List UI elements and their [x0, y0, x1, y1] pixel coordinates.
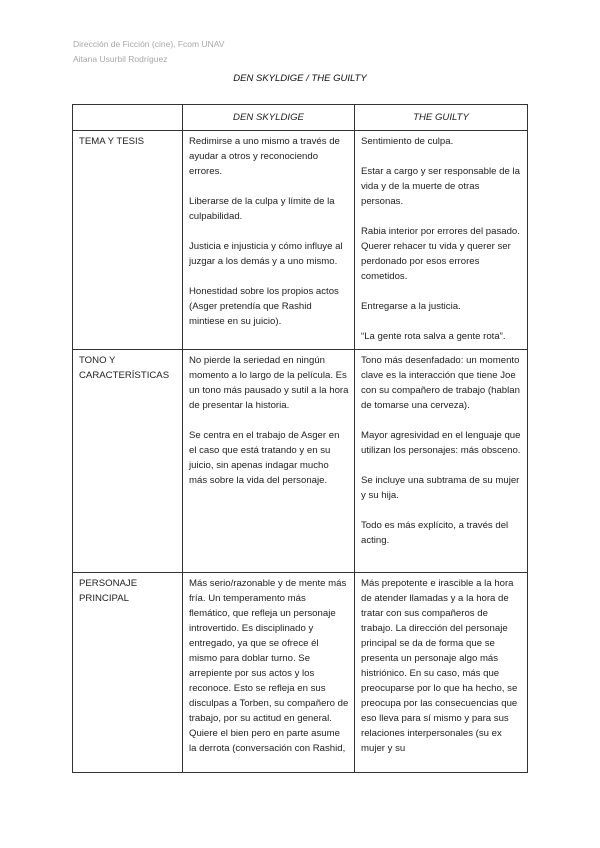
header-author: Aitana Usurbil Rodríguez	[73, 54, 168, 64]
cell-paragraph: Honestidad sobre los propios actos (Asger pretendía que Rashid mintiese en su juicio).	[189, 286, 339, 327]
header-course: Dirección de Ficción (cine), Fcom UNAV	[73, 39, 225, 49]
cell-paragraph: No pierde la seriedad en ningún momento a lo largo de la película. Es un tono más pausado y sutil a la hora de presentar la historia.	[189, 355, 349, 411]
cell-paragraph: Se incluye una subtrama de su mujer y su hija.	[361, 475, 520, 501]
row-label: PERSONAJE PRINCIPAL	[73, 573, 183, 773]
cell-den-skyldige	[183, 131, 355, 350]
cell-the-guilty	[355, 573, 528, 773]
cell-paragraph: Todo es más explícito, a través del acting.	[361, 520, 509, 546]
cell-paragraph: Más serio/razonable y de mente más fría. Un temperamento más flemático, que refleja un personaje introvertido. Es disciplinado y entregado, ya que se ofrece él mismo para doblar turno. Se arrepiente por sus actos y los reconoce. Esto se refleja en sus disculpas a Torben, su compañero de trabajo, por su actitud en general. Quiere el bien pero en parte asume la derrota (conversación con Rashid,	[189, 578, 349, 754]
cell-paragraph: Rabia interior por errores del pasado. Querer rehacer tu vida y querer ser perdonado por esos errores cometidos.	[361, 226, 520, 282]
header-the-guilty: THE GUILTY	[355, 105, 528, 131]
row-label: TONO Y CARACTERÍSTICAS	[73, 350, 183, 573]
cell-paragraph: Más prepotente e irascible a la hora de atender llamadas y a la hora de tratar con sus compañeros de trabajo. La dirección del personaje principal se da de forma que se presenta un personaje algo más histriónico. En su caso, más que preocuparse por lo que ha hecho, se preocupa por las consecuencias que eso lleva para sí mismo y para sus relaciones interpersonales (su ex mujer y su	[361, 578, 518, 754]
table-row-personaje	[73, 573, 528, 773]
header-empty-cell	[73, 105, 183, 131]
cell-paragraph: “La gente rota salva a gente rota”.	[361, 331, 506, 342]
document-header	[73, 37, 224, 67]
header-den-skyldige: DEN SKYLDIGE	[183, 105, 355, 131]
table-row-tono	[73, 350, 528, 573]
cell-den-skyldige	[183, 350, 355, 573]
cell-paragraph: Justicia e injusticia y cómo influye al juzgar a los demás y a uno mismo.	[189, 241, 343, 267]
table-header-row	[73, 105, 528, 131]
comparison-table	[72, 104, 528, 773]
cell-paragraph: Estar a cargo y ser responsable de la vida y de la muerte de otras personas.	[361, 166, 520, 207]
row-label: TEMA Y TESIS	[73, 131, 183, 350]
cell-paragraph: Redimirse a uno mismo a través de ayudar a otros y reconociendo errores.	[189, 136, 340, 177]
cell-the-guilty	[355, 131, 528, 350]
table-row-tema	[73, 131, 528, 350]
cell-the-guilty	[355, 350, 528, 573]
cell-paragraph: Tono más desenfadado: un momento clave es la interacción que tiene Joe con su compañero de trabajo (hablan de tomarse una cerveza).	[361, 355, 520, 411]
cell-den-skyldige	[183, 573, 355, 773]
cell-paragraph: Se centra en el trabajo de Asger en el caso que está tratando y en su juicio, sin apenas indagar mucho más sobre la vida del personaje.	[189, 430, 340, 486]
cell-paragraph: Entregarse a la justicia.	[361, 301, 461, 312]
document-title: DEN SKYLDIGE / THE GUILTY	[233, 73, 367, 84]
cell-paragraph: Sentimiento de culpa.	[361, 136, 454, 147]
cell-paragraph: Liberarse de la culpa y límite de la culpabilidad.	[189, 196, 335, 222]
cell-paragraph: Mayor agresividad en el lenguaje que utilizan los personajes: más obsceno.	[361, 430, 521, 456]
